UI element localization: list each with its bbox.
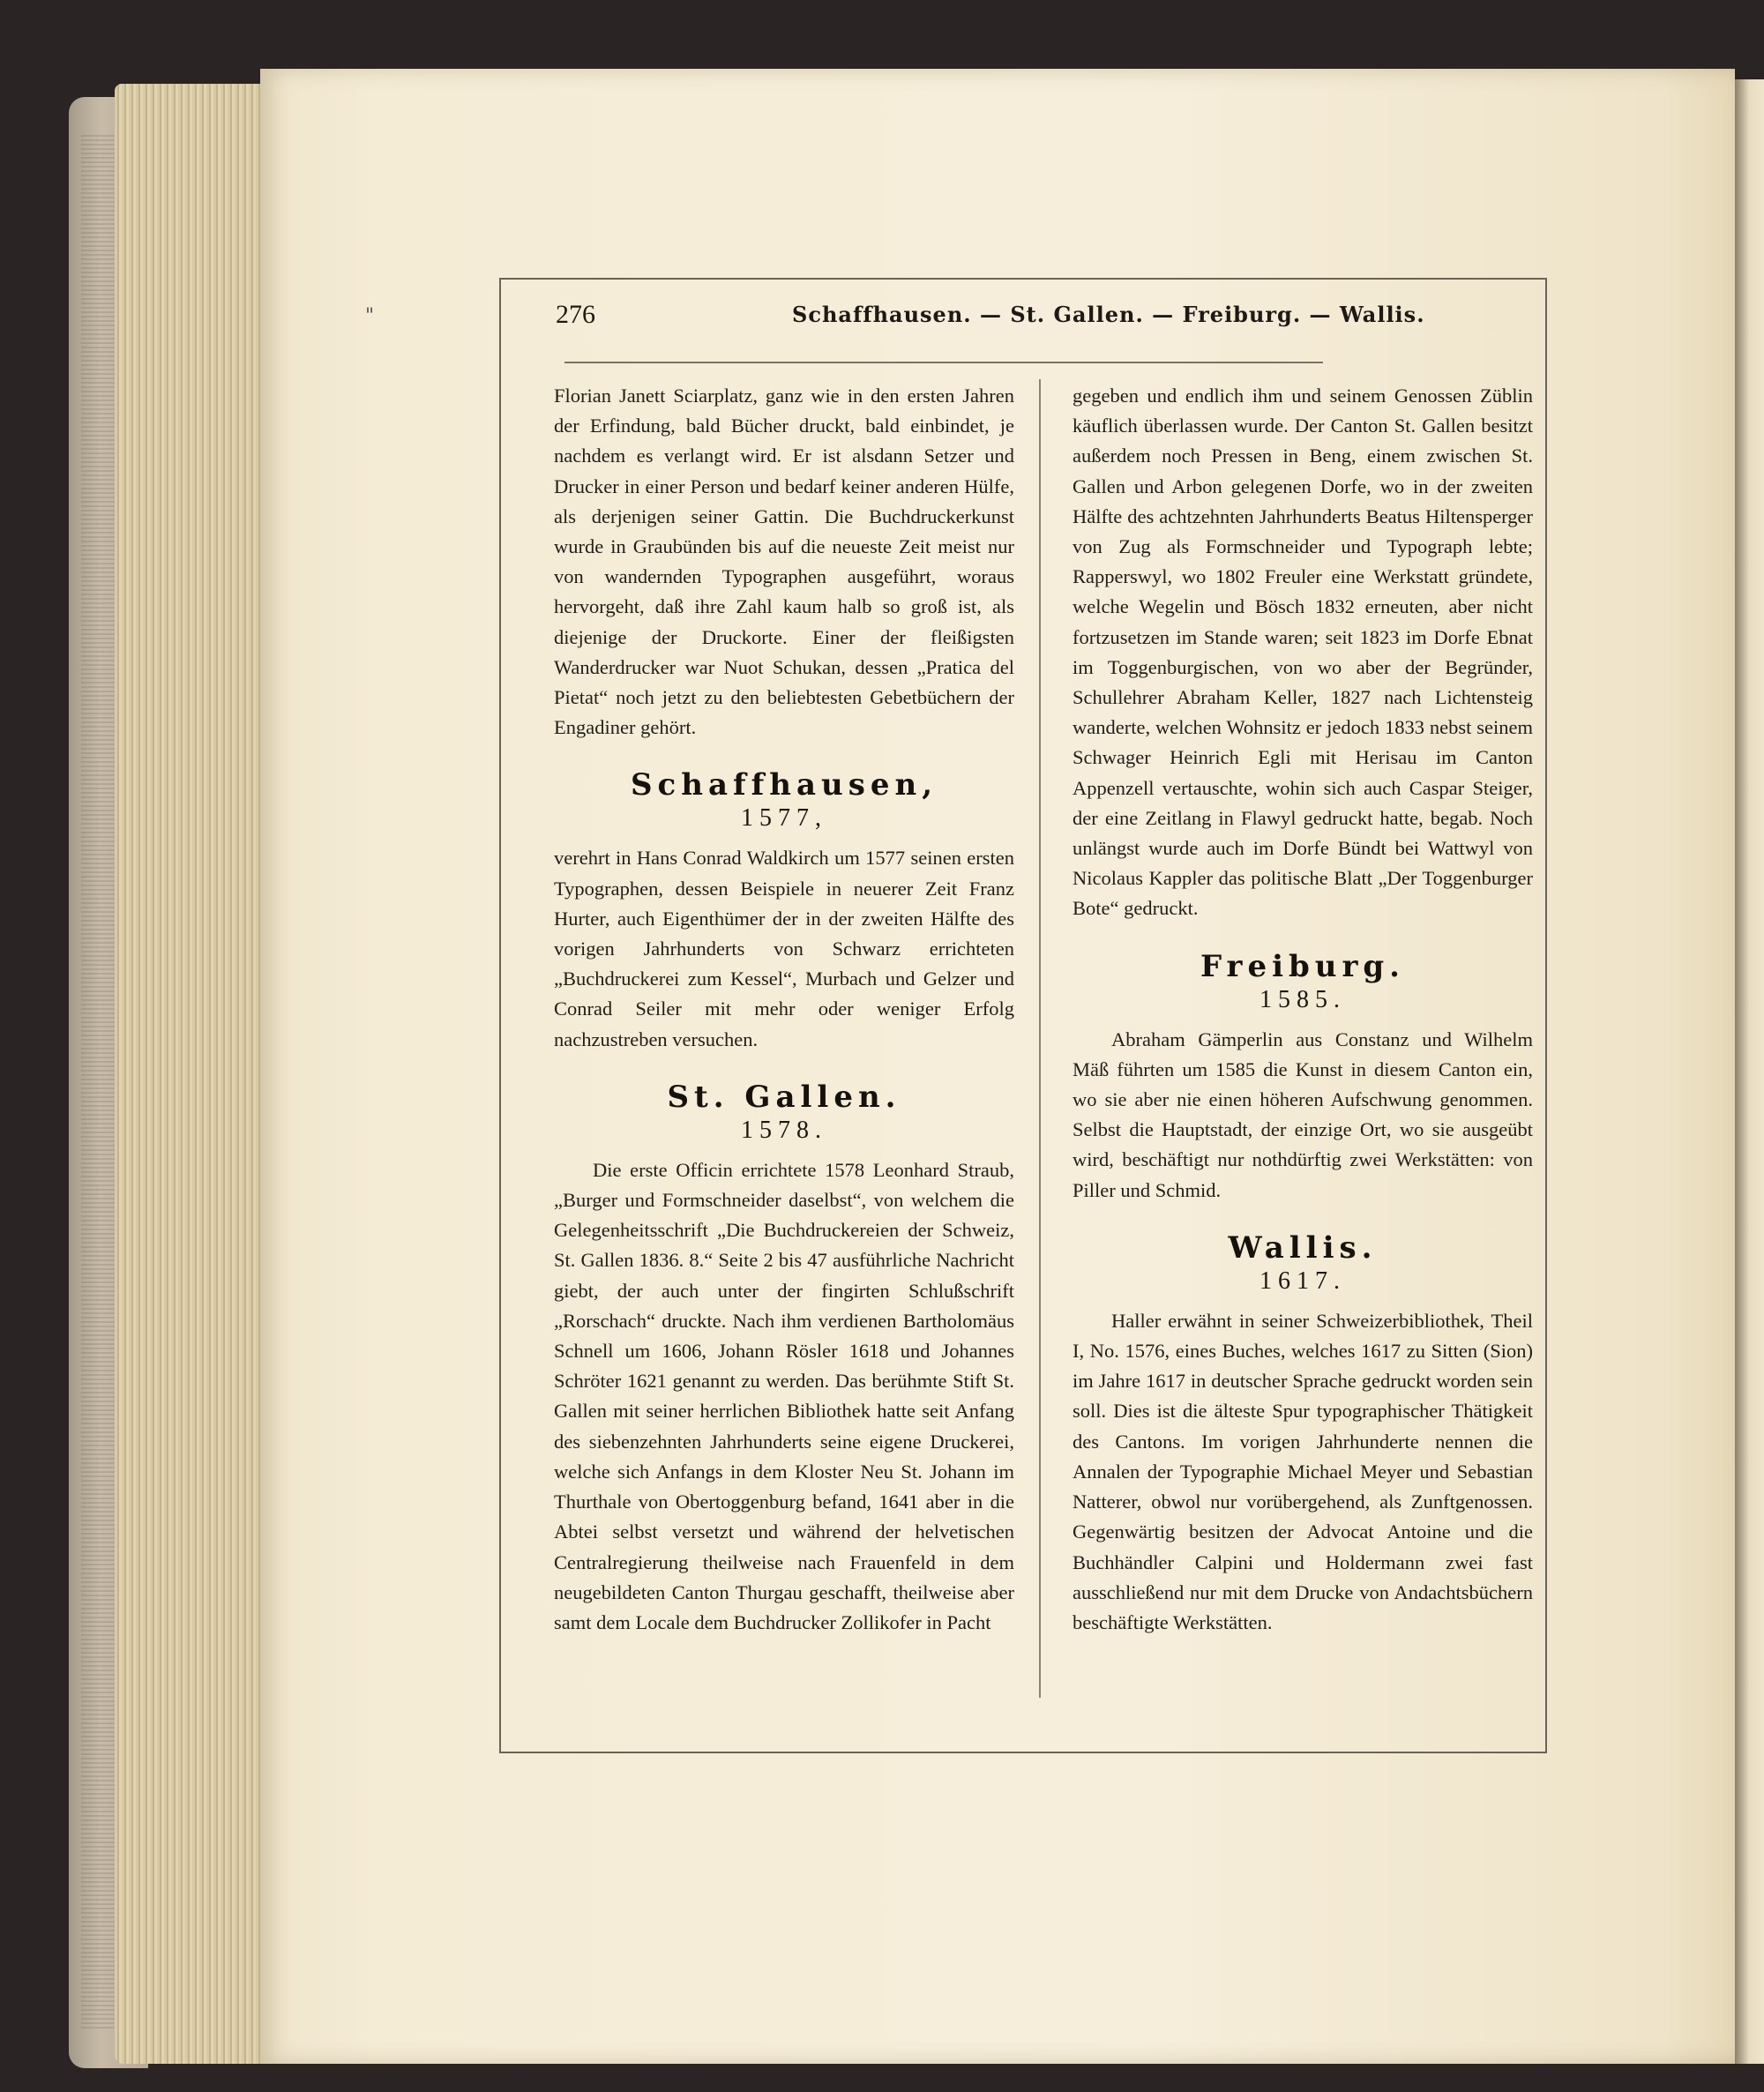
- paragraph-st-gallen: Die erste Officin errichtete 1578 Leonhard Straub, „Burger und Formschneider daselbst“, von welchem die Gelegenheitsschrift „Die Buchdruckereien der Schweiz, St. Gallen 1836. 8.“ Seite 2 bis 47 ausführliche Nachricht giebt, der auch unter der fingirten Schlußschrift „Rorschach“ druckte. Nach ihm verdienen Bartholomäus Schnell um 1606, Johann Rösler 1618 und Johannes Schröter 1621 genannt zu werden. Das berühmte Stift St. Gallen mit seiner herrlichen Bibliothek hatte seit Anfang des siebenzehnten Jahrhunderts seine eigene Druckerei, welche sich Anfangs in dem Kloster Neu St. Johann im Thurthale von Obertoggenburg befand, 1641 aber in die Abtei selbst versetzt und während der helvetischen Centralregierung theilweise nach Frauenfeld in dem neugebildeten Canton Thurgau geschafft, theilweise aber samt dem Locale dem Buchdrucker Zollikofer in Pacht: [554, 1158, 1014, 1633]
- year-schaffhausen: 1577,: [741, 804, 827, 833]
- year-freiburg: 1585.: [1259, 985, 1346, 1013]
- page-number: 276: [556, 300, 595, 329]
- intro-paragraph: Florian Janett Sciarplatz, ganz wie in den ersten Jahren der Erfindung, bald Bücher druckt, bald einbindet, je nachdem es verlangt wird. Er ist alsdann Setzer und Drucker in einer Person und bedarf keiner anderen Hülfe, als derjenigen seiner Gattin. Die Buchdruckerkunst wurde in Graubünden bis auf die neueste Zeit meist nur von wandernden Typographen ausgeführt, woraus hervorgeht, daß ihre Zahl kaum halb so groß ist, als diejenige der Druckorte. Einer der fleißigsten Wanderdrucker war Nuot Schukan, dessen „Pratica del Pietat“ noch jetzt zu den beliebtesten Gebetbüchern der Engadiner gehört.: [554, 385, 1014, 739]
- continuation-paragraph: gegeben und endlich ihm und seinem Genossen Züblin käuflich überlassen wurde. Der Canton St. Gallen besitzt außerdem noch Pressen in Beng, einem zwischen St. Gallen und Arbon gelegenen Dorfe, wo in der zweiten Hälfte des achtzehnten Jahrhunderts Beatus Hiltensperger von Zug als Formschneider und Typograph lebte; Rapperswyl, wo 1802 Freuler eine Werkstatt gründete, welche Wegelin und Bösch 1832 erneuten, aber nicht fortzusetzen im Stande waren; seit 1823 im Dorfe Ebnat im Toggenburgischen, von wo aber der Begründer, Schullehrer Abraham Keller, 1827 nach Lichtensteig wanderte, welchen Wohnsitz er jedoch 1833 nebst seinem Schwager Heinrich Egli mit Herisau im Canton Appenzell vertauschte, wohin sich auch Caspar Steiger, der eine Zeitlang in Flawyl gedruckt hatte, begab. Noch unlängst wurde auch im Dorfe Bündt bei Wattwyl von Nicolaus Kappler das politische Blatt „Der Toggenburger Bote“ gedruckt.: [1073, 385, 1533, 920]
- facing-page-edge: [1735, 79, 1764, 2064]
- column-divider: [1039, 379, 1041, 1698]
- heading-freiburg: Freiburg.: [1200, 948, 1406, 984]
- margin-mark: ": [365, 305, 375, 327]
- right-column: [1073, 381, 1533, 1638]
- paragraph-freiburg: Abraham Gämperlin aus Constanz und Wilhelm Mäß führten um 1585 die Kunst in diesem Canton ein, wo sie aber nie einen höheren Aufschwung genommen. Selbst die Hauptstadt, der einzige Ort, wo sie ausgeübt wird, beschäftigt nur nothdürftig zwei Werkstätten: von Piller und Schmid.: [1073, 1027, 1533, 1201]
- left-column: [554, 381, 1014, 1638]
- paragraph-schaffhausen: verehrt in Hans Conrad Waldkirch um 1577 seinen ersten Typographen, dessen Beispiele in neuerer Zeit Franz Hurter, auch Eigenthümer der in der zweiten Hälfte des vorigen Jahrhunderts von Schwarz errichteten „Buchdruckerei zum Kessel“, Murbach und Gelzer und Conrad Seiler mit mehr oder weniger Erfolg nachzustreben versuchen.: [554, 847, 1014, 1050]
- heading-schaffhausen: Schaffhausen,: [630, 767, 938, 803]
- heading-st-gallen: St. Gallen.: [667, 1079, 901, 1115]
- running-title: Schaffhausen. — St. Gallen. — Freiburg. — Wallis.: [792, 302, 1425, 327]
- year-st-gallen: 1578.: [741, 1116, 827, 1144]
- heading-wallis: Wallis.: [1228, 1229, 1378, 1266]
- paragraph-wallis: Haller erwähnt in seiner Schweizerbibliothek, Theil I, No. 1576, eines Buches, welches 1617 zu Sitten (Sion) im Jahre 1617 in deutscher Sprache gedruckt worden sein soll. Dies ist die älteste Spur typographischer Thätigkeit des Cantons. Im vorigen Jahrhunderte nennen die Annalen der Typographie Michael Meyer und Sebastian Natterer, obwol nur vorübergehend, als Zunftgenossen. Gegenwärtig besitzen der Advocat Antoine und die Buchhändler Calpini und Holdermann zwei fast ausschließend nur mit dem Drucke von Andachtsbüchern beschäftigte Werkstätten.: [1073, 1309, 1533, 1633]
- header-rule: [564, 362, 1323, 363]
- page-edges: [115, 84, 278, 2064]
- page-header: [556, 300, 1425, 344]
- year-wallis: 1617.: [1259, 1266, 1346, 1295]
